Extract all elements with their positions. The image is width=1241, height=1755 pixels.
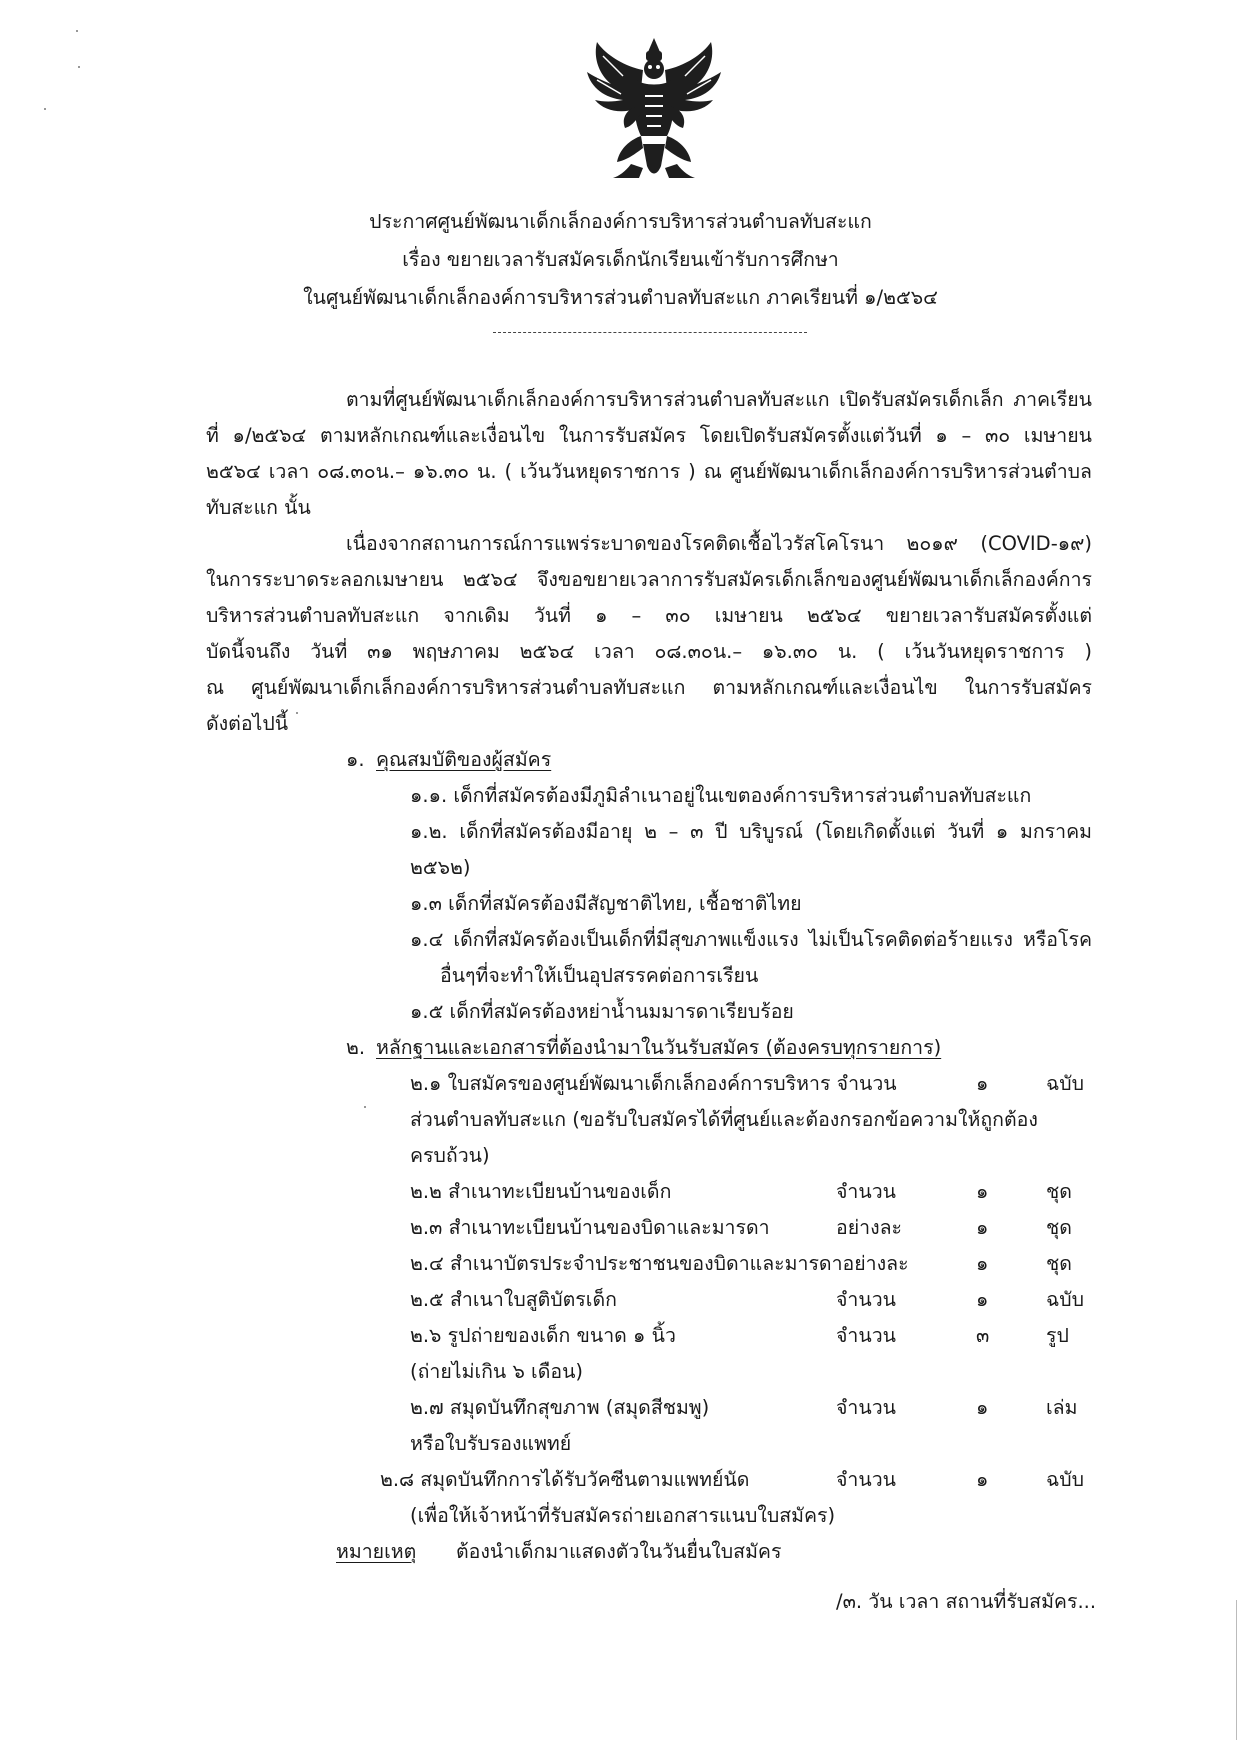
document-item-2-unit: ชุด (1046, 1180, 1072, 1203)
paragraph-2-line-1: เนื่องจากสถานการณ์การแพร่ระบาดของโรคติดเชื้อไวรัสโคโรนา ๒๐๑๙ (COVID-๑๙) (346, 532, 1092, 555)
section-2-number: ๒. (346, 1036, 366, 1059)
document-item-5-qty: ๑ (976, 1288, 989, 1311)
paragraph-2-line-2: ในการระบาดระลอกเมษายน ๒๕๖๔ จึงขอขยายเวลาการรับสมัครเด็กเล็กของศูนย์พัฒนาเด็กเล็กองค์การ (206, 568, 1092, 591)
garuda-emblem (583, 36, 725, 182)
scan-speck (296, 712, 298, 714)
paragraph-2-line-3: บริหารส่วนตำบลทับสะแก จากเดิม วันที่ ๑ – ๓๐ เมษายน ๒๕๖๔ ขยายเวลารับสมัครตั้งแต่ (206, 604, 1092, 627)
paragraph-1-line-2: ที่ ๑/๒๕๖๔ ตามหลักเกณฑ์และเงื่อนไข ในการรับสมัคร โดยเปิดรับสมัครตั้งแต่วันที่ ๑ – ๓๐ เมษายน (206, 424, 1092, 447)
announcement-title: ประกาศศูนย์พัฒนาเด็กเล็กองค์การบริหารส่วนตำบลทับสะแก (369, 210, 872, 233)
paragraph-2-line-6: ดังต่อไปนี้ (206, 712, 289, 735)
document-item-3-qty-word: อย่างละ (836, 1216, 903, 1239)
scan-speck (76, 30, 78, 32)
document-item-2-qty-word: จำนวน (836, 1180, 896, 1203)
document-item-1-cont-1: ส่วนตำบลทับสะแก (ขอรับใบสมัครได้ที่ศูนย์และต้องกรอกข้อความให้ถูกต้อง (410, 1108, 1038, 1131)
document-item-3-qty: ๑ (976, 1216, 989, 1239)
document-item-4-unit: ชุด (1046, 1252, 1072, 1275)
scan-edge-mark (1236, 1600, 1237, 1740)
section-1-item-4-cont: อื่นๆที่จะทำให้เป็นอุปสรรคต่อการเรียน (440, 964, 759, 987)
document-item-1-cont-2: ครบถ้วน) (410, 1144, 490, 1167)
scan-speck (44, 108, 46, 110)
scan-speck (78, 66, 80, 68)
document-item-4-label: ๒.๔ สำเนาบัตรประจำประชาชนของบิดาและมารดาอย่างละ (410, 1252, 909, 1275)
note-text: ต้องนำเด็กมาแสดงตัวในวันยื่นใบสมัคร (456, 1540, 782, 1563)
document-item-7-qty: ๑ (976, 1396, 989, 1419)
document-item-2-qty: ๑ (976, 1180, 989, 1203)
document-item-4-qty: ๑ (976, 1252, 989, 1275)
document-item-3-label: ๒.๓ สำเนาทะเบียนบ้านของบิดาและมารดา (410, 1216, 770, 1239)
announcement-subject: เรื่อง ขยายเวลารับสมัครเด็กนักเรียนเข้ารับการศึกษา (402, 248, 839, 271)
document-item-7-cont: หรือใบรับรองแพทย์ (410, 1432, 572, 1455)
document-item-6-qty: ๓ (976, 1324, 990, 1347)
document-item-6-label: ๒.๖ รูปถ่ายของเด็ก ขนาด ๑ นิ้ว (410, 1324, 676, 1347)
page-continuation: /๓. วัน เวลา สถานที่รับสมัคร... (836, 1590, 1097, 1613)
section-2-heading: หลักฐานและเอกสารที่ต้องนำมาในวันรับสมัคร (ต้องครบทุกรายการ) (376, 1036, 942, 1059)
paragraph-2-line-4: บัดนี้จนถึง วันที่ ๓๑ พฤษภาคม ๒๕๖๔ เวลา ๐๘.๓๐น.– ๑๖.๓๐ น. ( เว้นวันหยุดราชการ ) (206, 640, 1092, 663)
document-item-7-qty-word: จำนวน (836, 1396, 896, 1419)
document-item-8-unit: ฉบับ (1046, 1468, 1085, 1491)
document-item-7-label: ๒.๗ สมุดบันทึกสุขภาพ (สมุดสีชมพู) (410, 1396, 710, 1419)
section-1-number: ๑. (346, 748, 365, 771)
document-item-8-label: ๒.๘ สมุดบันทึกการได้รับวัคซีนตามแพทย์นัด (380, 1468, 750, 1491)
document-item-6-unit: รูป (1046, 1324, 1069, 1347)
section-1-item-2: ๑.๒. เด็กที่สมัครต้องมีอายุ ๒ – ๓ ปี บริบูรณ์ (โดยเกิดตั้งแต่ วันที่ ๑ มกราคม (410, 820, 1092, 843)
section-1-item-5: ๑.๕ เด็กที่สมัครต้องหย่าน้ำนมมารดาเรียบร้อย (410, 1000, 794, 1023)
document-item-8-cont: (เพื่อให้เจ้าหน้าที่รับสมัครถ่ายเอกสารแนบใบสมัคร) (410, 1504, 836, 1527)
note-label: หมายเหตุ (336, 1540, 417, 1563)
document-item-1-qty: ๑ (976, 1072, 989, 1095)
document-item-8-qty-word: จำนวน (836, 1468, 896, 1491)
paragraph-1-line-3: ๒๕๖๔ เวลา ๐๘.๓๐น.– ๑๖.๓๐ น. ( เว้นวันหยุดราชการ ) ณ ศูนย์พัฒนาเด็กเล็กองค์การบริหารส่วนตำบล (206, 460, 1092, 483)
document-item-7-unit: เล่ม (1046, 1396, 1078, 1419)
section-1-item-4: ๑.๔ เด็กที่สมัครต้องเป็นเด็กที่มีสุขภาพแข็งแรง ไม่เป็นโรคติดต่อร้ายแรง หรือโรค (410, 928, 1092, 951)
document-item-5-unit: ฉบับ (1046, 1288, 1085, 1311)
document-item-3-unit: ชุด (1046, 1216, 1072, 1239)
section-1-heading: คุณสมบัติของผู้สมัคร (376, 748, 552, 771)
document-item-6-cont: (ถ่ายไม่เกิน ๖ เดือน) (410, 1360, 584, 1383)
section-1-item-1: ๑.๑. เด็กที่สมัครต้องมีภูมิลำเนาอยู่ในเขตองค์การบริหารส่วนตำบลทับสะแก (410, 784, 1032, 807)
document-item-2-label: ๒.๒ สำเนาทะเบียนบ้านของเด็ก (410, 1180, 672, 1203)
header-divider (493, 332, 807, 333)
document-item-5-qty-word: จำนวน (836, 1288, 896, 1311)
section-1-item-2-cont: ๒๕๖๒) (410, 856, 471, 879)
scan-speck (364, 1106, 366, 1108)
announcement-scope: ในศูนย์พัฒนาเด็กเล็กองค์การบริหารส่วนตำบลทับสะแก ภาคเรียนที่ ๑/๒๕๖๔ (303, 286, 938, 309)
section-1-item-3: ๑.๓ เด็กที่สมัครต้องมีสัญชาติไทย, เชื้อชาติไทย (410, 892, 802, 915)
document-item-5-label: ๒.๕ สำเนาใบสูติบัตรเด็ก (410, 1288, 617, 1311)
paragraph-1-line-4: ทับสะแก นั้น (206, 496, 311, 519)
paragraph-1-line-1: ตามที่ศูนย์พัฒนาเด็กเล็กองค์การบริหารส่วนตำบลทับสะแก เปิดรับสมัครเด็กเล็ก ภาคเรียน (346, 388, 1092, 411)
paragraph-2-line-5: ณ ศูนย์พัฒนาเด็กเล็กองค์การบริหารส่วนตำบลทับสะแก ตามหลักเกณฑ์และเงื่อนไข ในการรับสมัคร (206, 676, 1092, 699)
document-item-8-qty: ๑ (976, 1468, 989, 1491)
document-item-1-label: ๒.๑ ใบสมัครของศูนย์พัฒนาเด็กเล็กองค์การบริหาร จำนวน (410, 1072, 897, 1095)
document-item-1-unit: ฉบับ (1046, 1072, 1085, 1095)
document-item-6-qty-word: จำนวน (836, 1324, 896, 1347)
